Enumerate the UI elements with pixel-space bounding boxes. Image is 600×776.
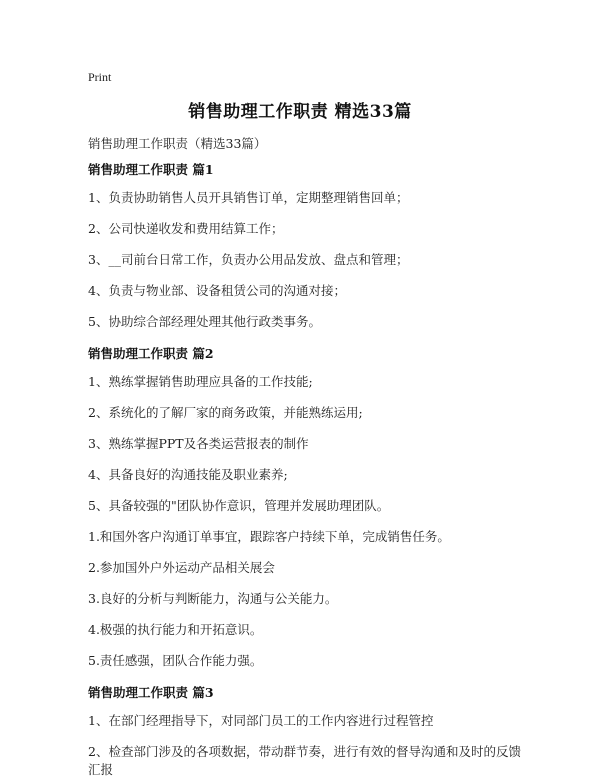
list-item: 1、负责协助销售人员开具销售订单，定期整理销售回单； — [88, 190, 409, 205]
list-item: 2、检查部门涉及的各项数据，带动群节奏，进行有效的督导沟通和及时的反馈汇报 — [88, 744, 521, 776]
section-heading-1: 销售助理工作职责 篇1 — [88, 162, 214, 177]
section-heading-3: 销售助理工作职责 篇3 — [88, 685, 214, 700]
document-subtitle: 销售助理工作职责（精选33篇） — [88, 136, 267, 151]
list-item: 2.参加国外户外运动产品相关展会 — [88, 560, 275, 575]
list-item: 5.责任感强，团队合作能力强。 — [88, 653, 263, 668]
document-title: 销售助理工作职责 精选33篇 — [188, 102, 412, 122]
list-item: 4.极强的执行能力和开拓意识。 — [88, 622, 263, 637]
print-link[interactable]: Print — [88, 70, 112, 84]
list-item: 1、在部门经理指导下，对同部门员工的工作内容进行过程管控 — [88, 713, 434, 728]
list-item: 5、具备较强的"团队协作意识，管理并发展助理团队。 — [88, 498, 390, 513]
list-item: 3、熟练掌握PPT及各类运营报表的制作 — [88, 436, 309, 451]
list-item: 4、具备良好的沟通技能及职业素养; — [88, 467, 288, 482]
document-body — [88, 160, 528, 776]
section-heading-2: 销售助理工作职责 篇2 — [88, 346, 214, 361]
list-item: 2、系统化的了解厂家的商务政策，并能熟练运用; — [88, 405, 363, 420]
list-item: 3、__司前台日常工作，负责办公用品发放、盘点和管理； — [88, 252, 409, 267]
list-item: 1.和国外客户沟通订单事宜，跟踪客户持续下单，完成销售任务。 — [88, 529, 450, 544]
list-item: 4、负责与物业部、设备租赁公司的沟通对接； — [88, 283, 346, 298]
list-item: 2、公司快递收发和费用结算工作； — [88, 221, 284, 236]
list-item: 3.良好的分析与判断能力，沟通与公关能力。 — [88, 591, 338, 606]
list-item: 5、协助综合部经理处理其他行政类事务。 — [88, 314, 321, 329]
list-item: 1、熟练掌握销售助理应具备的工作技能; — [88, 374, 313, 389]
